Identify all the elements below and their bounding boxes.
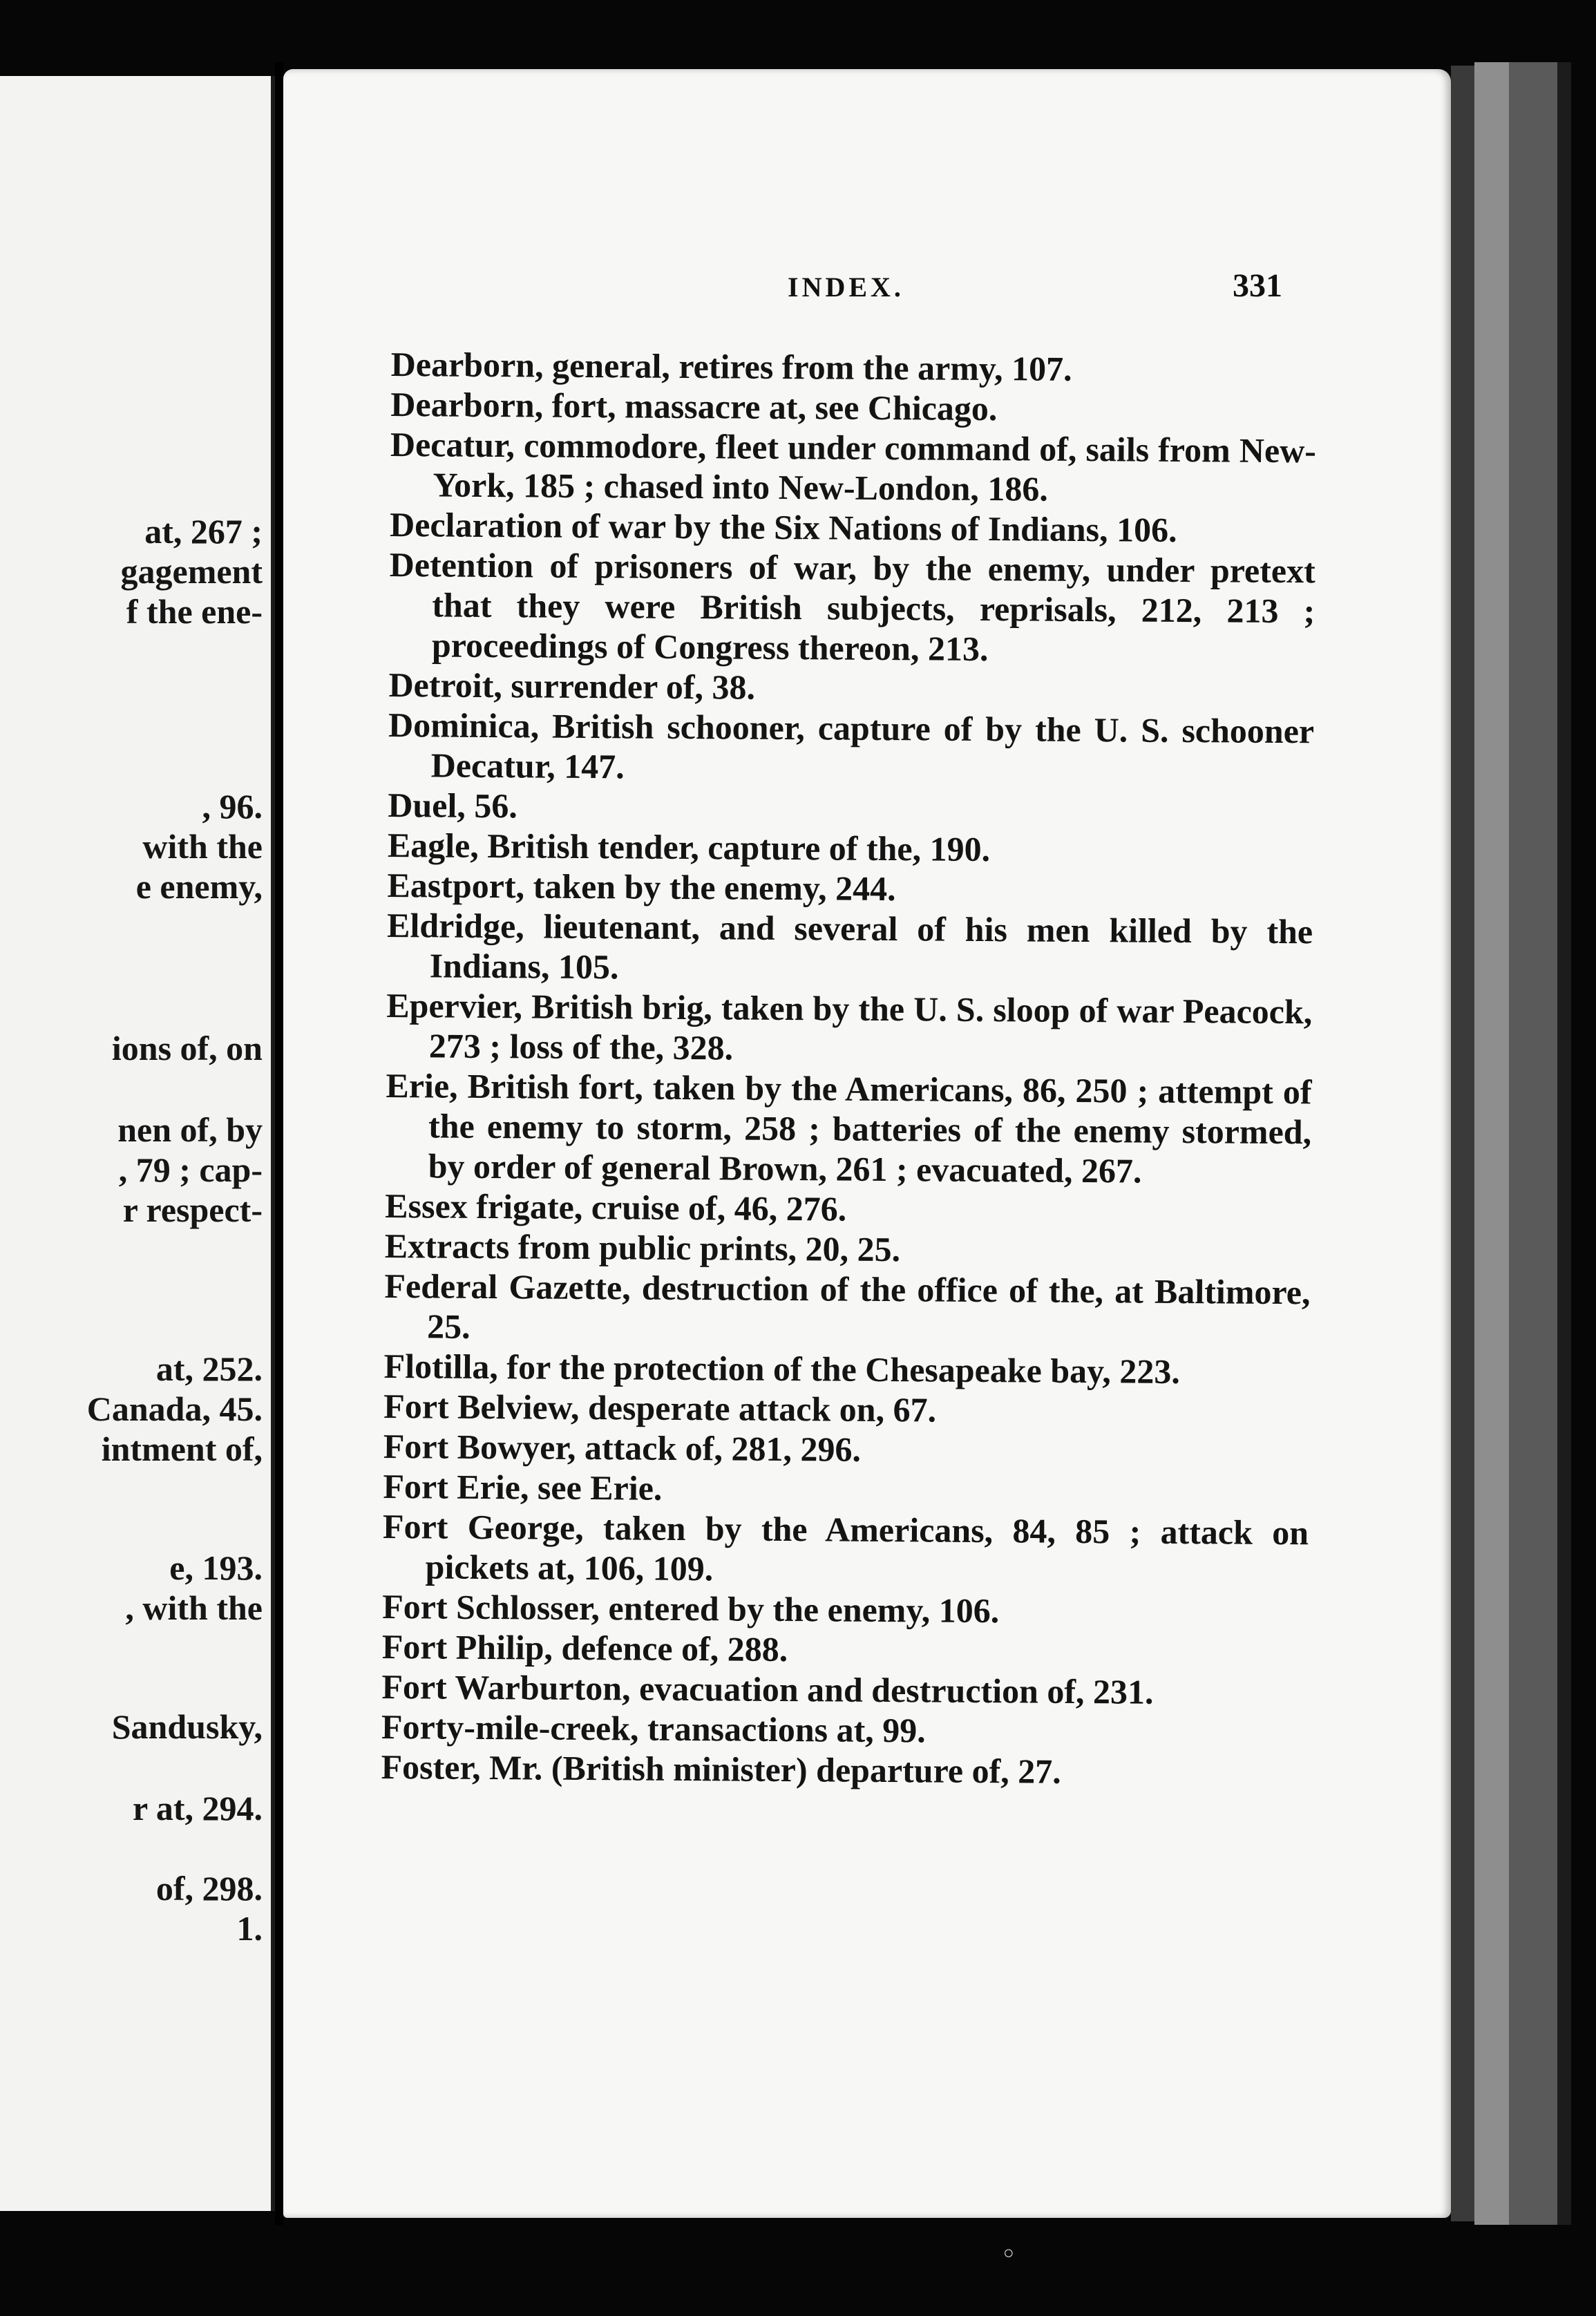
book-gutter xyxy=(275,62,283,2225)
left-page-line: , with the xyxy=(125,1588,263,1627)
index-entry: Essex frigate, cruise of, 46, 276. xyxy=(385,1186,847,1228)
index-entry: Fort Erie, see Erie. xyxy=(383,1466,663,1508)
left-page-line: at, 252. xyxy=(155,1349,263,1388)
index-entry: Eastport, taken by the enemy, 244. xyxy=(387,865,896,909)
index-entry: Foster, Mr. (British minister) departure of, 27. xyxy=(381,1747,1061,1791)
index-entry: Detroit, surrender of, 38. xyxy=(388,665,756,707)
index-entry: Duel, 56. xyxy=(388,785,518,826)
left-page-line: at, 267 ; xyxy=(144,512,263,551)
page-number: 331 xyxy=(1233,267,1282,304)
left-page-line: , 96. xyxy=(202,787,263,826)
left-page-line: e enemy, xyxy=(135,867,263,906)
index-entry: Dominica, British schooner, capture of by the U. S. schooner Decatur, 147. xyxy=(388,705,1315,786)
left-page-line: Sandusky, xyxy=(111,1707,263,1746)
index-entry: Eldridge, lieutenant, and several of his men killed by the Indians, 105. xyxy=(386,905,1313,987)
index-entry: Epervier, British brig, taken by the U. S. sloop of war Peacock, 273 ; loss of the, 328. xyxy=(386,985,1313,1067)
index-entry: Fort Bowyer, attack of, 281, 296. xyxy=(383,1426,862,1469)
left-page-line: of, 298. xyxy=(155,1869,263,1908)
left-page-line: 1. xyxy=(236,1909,263,1948)
left-page-line: r respect- xyxy=(122,1190,263,1229)
left-page-line: gagement xyxy=(120,552,263,591)
index-entry: Flotilla, for the protection of the Chesapeake bay, 223. xyxy=(383,1346,1181,1392)
left-page-line: r at, 294. xyxy=(133,1789,263,1828)
scan-artifact-mark: ◦ xyxy=(1000,2239,1017,2270)
page-edge xyxy=(1509,62,1557,2225)
left-page-line: Canada, 45. xyxy=(86,1389,263,1428)
index-entry: Declaration of war by the Six Nations of Indians, 106. xyxy=(389,504,1177,549)
left-page-line: intment of, xyxy=(101,1430,263,1468)
running-head: INDEX. xyxy=(788,272,904,303)
index-entry: Detention of prisoners of war, by the enemy, under pretext that they were British subjects, reprisals, 212, 213 ; proceedings of Congress thereon, 213. xyxy=(389,544,1315,669)
index-entry: Fort Warburton, evacuation and destruction of, 231. xyxy=(381,1667,1154,1711)
index-entry: Fort Schlosser, entered by the enemy, 106. xyxy=(382,1586,1000,1631)
left-page-line: ions of, on xyxy=(111,1029,263,1067)
index-entry: Federal Gazette, destruction of the office of the, at Baltimore, 25. xyxy=(384,1266,1311,1346)
left-page-line: e, 193. xyxy=(169,1548,263,1587)
index-entry: Decatur, commodore, fleet under command of, sails from New-York, 185 ; chased into New-London, 186. xyxy=(390,424,1317,509)
left-page-line: , 79 ; cap- xyxy=(118,1150,263,1189)
left-page-line: with the xyxy=(142,827,263,866)
index-entry: Fort Philip, defence of, 288. xyxy=(381,1626,788,1669)
left-page-line: nen of, by xyxy=(117,1110,263,1149)
index-entries xyxy=(381,344,1317,1793)
index-entry: Forty-mile-creek, transactions at, 99. xyxy=(381,1707,926,1750)
index-entry: Extracts from public prints, 20, 25. xyxy=(384,1226,901,1269)
left-page-line: f the ene- xyxy=(126,592,263,631)
index-entry: Fort George, taken by the Americans, 84, 85 ; attack on pickets at, 106, 109. xyxy=(382,1506,1309,1588)
page-edge xyxy=(1557,62,1571,2225)
page-edge xyxy=(1474,62,1509,2225)
index-entry: Erie, British fort, taken by the Americans, 86, 250 ; attempt of the enemy to storm, 258 ; batteries of the enemy stormed, by order of general Brown, 261 ; evacuated, 267. xyxy=(386,1065,1312,1190)
page-edge xyxy=(1451,66,1474,2221)
index-entry: Eagle, British tender, capture of the, 190. xyxy=(387,825,991,869)
index-entry: Dearborn, fort, massacre at, see Chicago. xyxy=(390,384,998,428)
facing-page-left xyxy=(0,76,275,2211)
index-entry: Fort Belview, desperate attack on, 67. xyxy=(383,1386,937,1430)
index-entry: Dearborn, general, retires from the army, 107. xyxy=(390,344,1072,388)
